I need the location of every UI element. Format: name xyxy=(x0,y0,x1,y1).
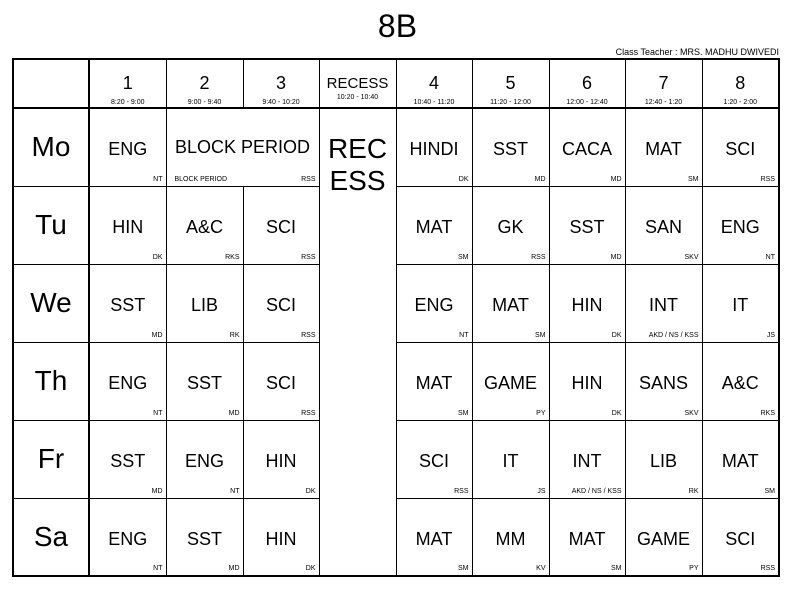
teacher-code: RK xyxy=(688,487,699,495)
timetable-cell xyxy=(89,186,166,264)
subject-name: HINDI xyxy=(409,139,459,159)
subject-name: A&C xyxy=(185,216,223,237)
subject-name: HIN xyxy=(571,294,603,315)
period-time: 8:20 - 9:00 xyxy=(111,99,145,106)
teacher-code: RSS xyxy=(531,253,546,261)
timetable-cell xyxy=(702,420,779,498)
day-label: Th xyxy=(13,342,89,420)
period-time: 9:00 - 9:40 xyxy=(187,99,222,106)
subject-name: IT xyxy=(502,450,519,471)
period-header xyxy=(549,59,625,108)
timetable-cell xyxy=(89,498,166,576)
teacher-code: RSS xyxy=(301,409,316,417)
timetable-cell xyxy=(396,108,472,186)
teacher-code: RSS xyxy=(454,487,469,495)
day-label: Sa xyxy=(13,498,89,576)
teacher-code: SM xyxy=(764,487,775,495)
teacher-code: NT xyxy=(765,253,775,261)
subject-name: MAT xyxy=(415,216,453,237)
teacher-code: SM xyxy=(688,175,699,183)
subject-name: MAT xyxy=(721,450,759,471)
timetable-cell xyxy=(396,342,472,420)
subject-name: LIB xyxy=(190,294,219,315)
subject-name: MAT xyxy=(415,372,453,393)
subject-name: MM xyxy=(495,528,526,549)
teacher-code: DK xyxy=(305,565,316,572)
period-number: 1 xyxy=(122,73,133,93)
timetable-cell xyxy=(549,498,625,576)
corner-cell xyxy=(13,59,89,108)
subject-name: SAN xyxy=(644,216,682,237)
period-header xyxy=(625,59,702,108)
subject-name: HIN xyxy=(112,216,144,237)
recess-cell xyxy=(319,108,396,576)
period-header xyxy=(319,59,396,108)
timetable-cell xyxy=(702,498,779,576)
period-header xyxy=(243,59,319,108)
subject-name: SST xyxy=(186,528,222,549)
subject-name: MAT xyxy=(492,294,529,315)
timetable-cell xyxy=(702,264,779,342)
subject-name: SCI xyxy=(265,372,296,393)
timetable-cell xyxy=(472,420,549,498)
period-header xyxy=(472,59,549,108)
block-period-note: BLOCK PERIOD xyxy=(174,175,228,183)
teacher-code: NT xyxy=(459,331,469,339)
day-label: Fr xyxy=(13,420,89,498)
timetable-cell xyxy=(549,420,625,498)
subject-name: A&C xyxy=(721,372,759,393)
timetable-cell xyxy=(625,498,702,576)
timetable-cell xyxy=(166,186,243,264)
timetable-cell xyxy=(89,342,166,420)
timetable-cell xyxy=(89,264,166,342)
timetable-cell xyxy=(396,498,472,576)
teacher-code: SKV xyxy=(684,253,699,261)
timetable-cell xyxy=(625,420,702,498)
teacher-code: MD xyxy=(610,253,622,261)
teacher-code: NT xyxy=(153,175,163,183)
timetable-cell xyxy=(166,342,243,420)
timetable-cell xyxy=(243,498,319,576)
subject-name: IT xyxy=(732,294,749,315)
timetable-cell xyxy=(243,342,319,420)
subject-name: SCI xyxy=(725,528,756,549)
teacher-code: MD xyxy=(151,487,163,495)
day-label: We xyxy=(13,264,89,342)
subject-name: INT xyxy=(649,294,678,315)
timetable-cell xyxy=(472,108,549,186)
teacher-code: AKD / NS / KSS xyxy=(571,487,622,495)
timetable-cell xyxy=(702,186,779,264)
subject-name: MAT xyxy=(568,528,606,549)
teacher-code: RSS xyxy=(301,253,316,261)
teacher-code: MD xyxy=(151,331,163,339)
subject-name: MAT xyxy=(645,139,682,159)
period-number: 4 xyxy=(428,73,439,93)
teacher-code: NT xyxy=(153,409,163,417)
period-header xyxy=(89,59,166,108)
subject-name: ENG xyxy=(108,372,148,393)
recess-line: REC xyxy=(327,133,388,164)
subject-name: SST xyxy=(492,139,528,159)
timetable-cell xyxy=(243,264,319,342)
subject-name: BLOCK PERIOD xyxy=(174,137,311,157)
teacher-code: MD xyxy=(228,565,240,572)
subject-name: SCI xyxy=(265,216,296,237)
subject-name: HIN xyxy=(571,372,603,393)
period-time: 9:40 - 10:20 xyxy=(262,99,300,106)
period-number: 3 xyxy=(275,73,286,93)
timetable-cell xyxy=(625,342,702,420)
timetable-cell xyxy=(702,108,779,186)
subject-name: ENG xyxy=(720,216,760,237)
teacher-code: RSS xyxy=(301,331,316,339)
teacher-code: MD xyxy=(534,175,546,183)
period-number: 5 xyxy=(505,73,516,93)
timetable-cell xyxy=(472,264,549,342)
subject-name: SCI xyxy=(265,294,296,315)
timetable-cell xyxy=(89,108,166,186)
timetable-cell xyxy=(243,186,319,264)
timetable-cell xyxy=(472,186,549,264)
timetable-cell xyxy=(625,186,702,264)
teacher-code: DK xyxy=(611,331,622,339)
subject-name: SCI xyxy=(725,139,756,159)
teacher-code: NT xyxy=(230,487,240,495)
subject-name: HIN xyxy=(265,450,297,471)
subject-name: SCI xyxy=(418,450,449,471)
teacher-code: DK xyxy=(305,487,316,495)
teacher-code: PY xyxy=(536,409,546,417)
timetable-cell xyxy=(396,186,472,264)
period-time: 12:00 - 12:40 xyxy=(566,99,608,106)
teacher-code: JS xyxy=(537,487,546,495)
subject-name: GAME xyxy=(636,528,690,549)
teacher-code: RK xyxy=(229,331,240,339)
timetable-cell xyxy=(396,264,472,342)
teacher-code: JS xyxy=(766,331,775,339)
teacher-code: KV xyxy=(536,565,546,572)
subject-name: SST xyxy=(110,294,146,315)
timetable-cell xyxy=(549,264,625,342)
recess-label xyxy=(320,133,396,197)
subject-name: SST xyxy=(110,450,146,471)
teacher-code: SM xyxy=(458,253,469,261)
teacher-code: SKV xyxy=(684,409,699,417)
recess-line: ESS xyxy=(329,165,386,196)
teacher-code: MD xyxy=(610,175,622,183)
period-number: 2 xyxy=(199,73,210,93)
teacher-code: AKD / NS / KSS xyxy=(648,331,699,339)
period-header xyxy=(166,59,243,108)
subject-name: SST xyxy=(186,372,222,393)
teacher-code: SM xyxy=(458,409,469,417)
timetable-cell xyxy=(89,420,166,498)
subject-name: CACA xyxy=(561,139,612,159)
teacher-code: RKS xyxy=(760,409,775,417)
timetable-cell xyxy=(549,108,625,186)
timetable-cell xyxy=(549,342,625,420)
subject-name: GK xyxy=(497,216,524,237)
page-title: 8B xyxy=(377,8,418,44)
timetable-cell xyxy=(625,108,702,186)
teacher-code: RSS xyxy=(760,565,775,572)
subject-name: ENG xyxy=(414,294,454,315)
timetable-cell xyxy=(166,498,243,576)
timetable-cell xyxy=(166,420,243,498)
period-number: 8 xyxy=(735,73,746,93)
subject-name: ENG xyxy=(108,528,148,549)
class-teacher-label: Class Teacher : MRS. MADHU DWIVEDI xyxy=(615,47,779,57)
recess-header-label: RECESS xyxy=(326,75,389,92)
period-time: 10:20 - 10:40 xyxy=(336,94,379,101)
period-time: 1:20 - 2:00 xyxy=(723,99,757,106)
timetable xyxy=(12,58,780,577)
teacher-code: RKS xyxy=(225,253,240,261)
timetable-cell xyxy=(702,342,779,420)
timetable-cell xyxy=(625,264,702,342)
timetable-cell xyxy=(472,498,549,576)
day-label: Tu xyxy=(13,186,89,264)
teacher-code: SM xyxy=(458,565,469,572)
teacher-code: RSS xyxy=(760,175,775,183)
subject-name: INT xyxy=(572,450,602,471)
teacher-code: NT xyxy=(153,565,163,572)
teacher-code: SM xyxy=(535,331,546,339)
period-time: 12:40 - 1:20 xyxy=(644,99,683,106)
subject-name: LIB xyxy=(649,450,678,471)
timetable-cell xyxy=(243,420,319,498)
period-time: 11:20 - 12:00 xyxy=(490,99,531,106)
timetable-cell xyxy=(472,342,549,420)
subject-name: HIN xyxy=(265,528,297,549)
period-number: 7 xyxy=(658,73,669,93)
teacher-code: DK xyxy=(458,175,469,183)
day-label: Mo xyxy=(13,108,89,186)
teacher-code: DK xyxy=(152,253,163,261)
teacher-code: RSS xyxy=(301,175,316,183)
teacher-code: SM xyxy=(611,565,622,572)
teacher-code: PY xyxy=(689,565,699,572)
subject-name: ENG xyxy=(184,450,224,471)
teacher-code: DK xyxy=(611,409,622,417)
period-time: 10:40 - 11:20 xyxy=(413,99,455,106)
timetable-cell xyxy=(166,264,243,342)
subject-name: ENG xyxy=(108,139,148,159)
subject-name: MAT xyxy=(415,528,453,549)
subject-name: GAME xyxy=(483,372,537,393)
period-header xyxy=(702,59,779,108)
period-number: 6 xyxy=(581,73,592,93)
period-header xyxy=(396,59,472,108)
block-period-cell xyxy=(166,108,319,186)
timetable-cell xyxy=(549,186,625,264)
teacher-code: MD xyxy=(228,409,240,417)
timetable-cell xyxy=(396,420,472,498)
subject-name: SANS xyxy=(638,372,689,393)
subject-name: SST xyxy=(569,216,605,237)
